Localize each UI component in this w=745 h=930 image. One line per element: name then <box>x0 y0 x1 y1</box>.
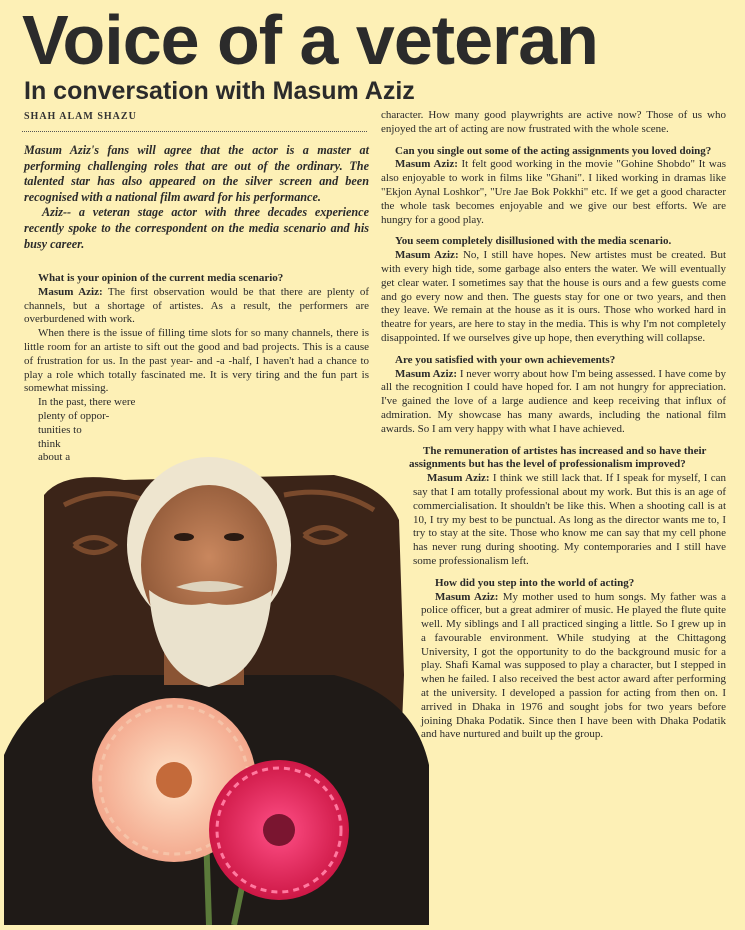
divider <box>22 131 367 132</box>
lead-intro <box>24 143 369 252</box>
answer <box>381 368 726 437</box>
magenta-gerbera <box>209 760 349 900</box>
answer-text: No, I still have hopes. New artistes must be created. But with every high tide, some garbage also enters the water. We will eventually get clear water. I sometimes say that the house is ours and a few guests come and go every now and then. The guests stay for one or two years, and then they leave. We remain at the house as it is ours. Those who worked hard in theatre for years, are here to stay in the media. This is why I'm not completely disappointed. If we ourselves give up hope, then everything will collapse. <box>381 249 726 344</box>
wrap-line: think <box>38 437 61 450</box>
speaker-label: Masum Aziz: <box>395 249 459 262</box>
portrait-illustration <box>4 425 432 925</box>
speaker-label: Masum Aziz: <box>427 472 490 485</box>
portrait-photo <box>4 425 432 925</box>
answer-text: The first observation would be that there are plenty of channels, but a shortage of artistes. As a result, the performers are overburdened with work. <box>24 285 370 326</box>
subtitle-prefix: In conversation with <box>24 77 266 105</box>
eye <box>224 533 244 541</box>
answer <box>381 591 726 743</box>
eye <box>174 533 194 541</box>
answer-paragraph: When there is the issue of filling time slots for so many channels, there is little room for an artiste to sift out the good and bad projects. This is a cause of frustration for us. In the past year- and -a -half, I haven't had a chance to play a role which totally fascinated me. It is very tiring and the fun part is somewhat missing. <box>24 327 369 395</box>
answer-text: My mother used to hum songs. My father was a police officer, but a great admirer of music. He played the flute quite well. My siblings and I all practiced singing a little. So I grew up in a favourable environment. While studying at the Chittagong University, I got the opportunity to do the background music for a play. Shafi Kamal was supposed to play a character, but I stepped in when he failed. I also received the best actor award after performing at the university. I developed a passion for acting from then on. I arrived in Dhaka in 1976 and sought jobs for two years before joining Dhaka Podatik. Since then I have been with Dhaka Podatik and have nurtured and built up the group. <box>421 590 727 741</box>
wrap-line: about a <box>38 451 71 464</box>
answer-text: I never worry about how I'm being assessed. I have come by all the recognition I could have hoped for. I am not hungry for appreciation. I've gained the love of a large audience and keep receiving that influx of admiration. My showcase has many awards, including the national film awards. So I am very happy with what I have achieved. <box>381 367 727 435</box>
wrap-line: plenty of oppor- <box>38 409 110 422</box>
question: You seem completely disillusioned with the media scenario. <box>395 235 672 248</box>
subtitle <box>24 76 415 106</box>
wrap-line: tunities to <box>38 423 82 436</box>
speaker-label: Masum Aziz: <box>435 590 499 603</box>
column-right <box>381 109 726 742</box>
question: What is your opinion of the current media scenario? <box>38 272 284 284</box>
answer-text: It felt good working in the movie "Gohine Shobdo" It was also enjoyable to work in films like "Ghani". I liked working in dramas like "Ekjon Aynal Loshkor", "Ure Jae Bok Pokkhi" etc. If we get a good character the whole task becomes enjoyable and we give our best efforts. We are hungry for a good play. <box>381 158 727 226</box>
answer-text: I think we still lack that. If I speak for myself, I can say that I am totally professional about my work. But this is an age of commercialisation. It shouldn't be like this. When a shooting call is at 10, I try my best to be punctual. As long as the director wants me to, I try to stay at the site. Those who know me can say that my cell phone has never rung during shooting. My contemporaries and I still have some professionalism left. <box>413 472 727 567</box>
speaker-label: Masum Aziz: <box>38 285 103 298</box>
wrap-line: In the past, there were <box>38 396 136 409</box>
lead-paragraph: Masum Aziz's fans will agree that the actor is a master at performing challenging roles that are out of the ordinary. The talented star has also appeared on the silver screen and been recognised with a national film award for his performance. <box>24 143 369 204</box>
answer <box>381 249 726 346</box>
answer <box>24 286 369 327</box>
headline: Voice of a veteran <box>22 1 598 79</box>
speaker-label: Masum Aziz: <box>395 158 458 171</box>
lead-paragraph: Aziz-- a veteran stage actor with three decades experience recently spoke to the correspondent on the media scenario and his busy career. <box>24 205 369 251</box>
speaker-label: Masum Aziz: <box>395 367 458 380</box>
question: How did you step into the world of acting? <box>435 576 635 589</box>
question: Can you single out some of the acting assignments you loved doing? <box>395 144 712 157</box>
answer <box>381 158 726 227</box>
subtitle-name: Masum Aziz <box>272 77 415 105</box>
question: The remuneration of artistes has increased and so have their assignments but has the level of professionalism improved? <box>409 444 707 471</box>
question: Are you satisfied with your own achievements? <box>395 353 616 366</box>
continued-text: character. How many good playwrights are active now? Those of us who enjoyed the art of acting are now frustrated with the whole scene. <box>381 109 726 135</box>
byline: SHAH ALAM SHAZU <box>24 111 137 122</box>
answer <box>381 472 726 569</box>
